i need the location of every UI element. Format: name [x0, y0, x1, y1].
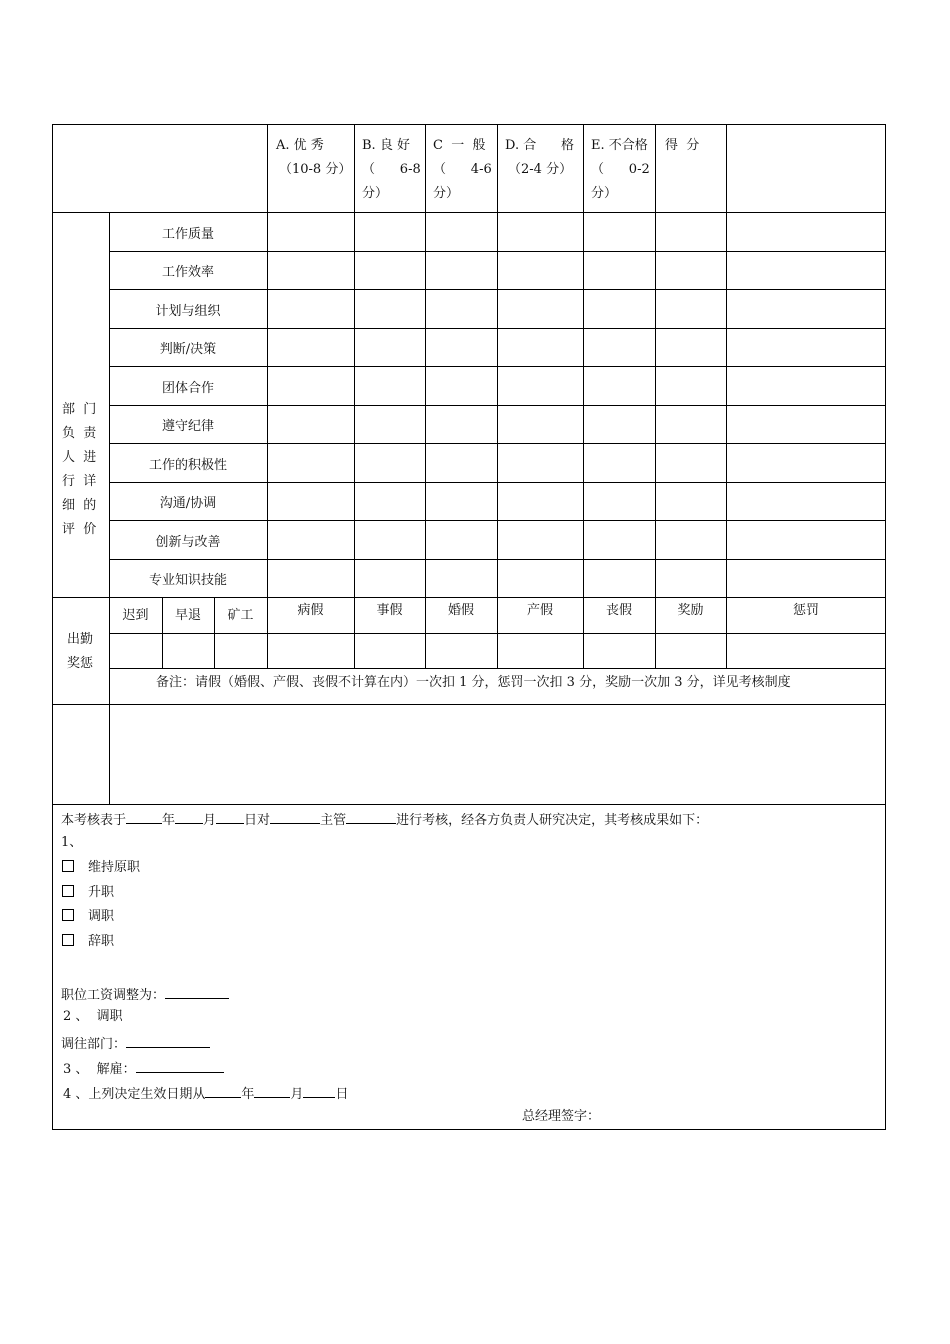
- attendance-col-header: 病假: [297, 603, 324, 618]
- day-blank[interactable]: [216, 810, 244, 824]
- attendance-col-header: 事假: [376, 603, 403, 618]
- form-border-top: [52, 124, 886, 125]
- salary-adjustment: 职位工资调整为：: [61, 985, 229, 1004]
- criterion-label: 专业知识技能: [148, 573, 227, 588]
- effective-month-blank[interactable]: [254, 1084, 290, 1098]
- option-keep-position[interactable]: 维持原职: [62, 860, 140, 876]
- checkbox-icon[interactable]: [62, 909, 74, 921]
- transfer-department: 调往部门：: [61, 1034, 210, 1053]
- criterion-label: 判断/决策: [159, 342, 217, 357]
- section-divider: [52, 597, 886, 598]
- attendance-col-header: 迟到: [122, 608, 149, 623]
- supervisor-blank[interactable]: [346, 810, 396, 824]
- form-border-left: [52, 124, 53, 1130]
- year-blank[interactable]: [126, 810, 162, 824]
- note-divider: [109, 668, 886, 669]
- attendance-label: 奖惩: [67, 656, 94, 671]
- grade-d-range: （2-4 分）: [508, 162, 573, 177]
- grade-c-range: （ 4-6: [433, 162, 492, 177]
- checkbox-icon[interactable]: [62, 934, 74, 946]
- grade-b-unit: 分）: [362, 186, 389, 201]
- header-divider: [52, 212, 886, 213]
- section-divider: [52, 704, 886, 705]
- decision-intro: 本考核表于 年 月 日对 主管 进行考核，经各方负责人研究决定，其考核成果如下：: [61, 810, 708, 829]
- decision-item-2: 2 、 调职: [63, 1009, 123, 1024]
- side-label-line: 负 责: [62, 426, 97, 441]
- grade-b-label: B. 良 好: [362, 138, 410, 153]
- grade-b-range: （ 6-8: [362, 162, 421, 177]
- grade-c-label: C 一 般: [433, 138, 486, 153]
- attendance-col-header: 丧假: [605, 603, 632, 618]
- option-transfer[interactable]: 调职: [62, 909, 114, 925]
- attendance-col-header: 矿工: [227, 608, 254, 623]
- evaluation-form: [52, 124, 886, 1130]
- side-label-line: 细 的: [62, 498, 97, 513]
- side-label-line: 行 详: [62, 474, 97, 489]
- grade-a-label: A. 优 秀: [276, 138, 324, 153]
- effective-day-blank[interactable]: [303, 1084, 335, 1098]
- score-header: 得 分: [665, 138, 700, 153]
- effective-year-blank[interactable]: [205, 1084, 241, 1098]
- decision-item-1: 1、: [61, 835, 83, 850]
- criterion-label: 工作的积极性: [148, 458, 227, 473]
- criterion-label: 创新与改善: [155, 535, 221, 550]
- col-divider: [583, 124, 584, 597]
- grade-e-range: （ 0-2: [591, 162, 650, 177]
- attendance-col-header: 奖励: [677, 603, 704, 618]
- form-border-bottom: [52, 1129, 886, 1130]
- option-resign[interactable]: 辞职: [62, 934, 114, 950]
- dismissal-blank[interactable]: [136, 1059, 224, 1073]
- gm-signature-label: 总经理签字：: [522, 1109, 601, 1124]
- side-label-line: 部 门: [62, 402, 97, 417]
- option-promote[interactable]: 升职: [62, 885, 114, 901]
- criterion-label: 计划与组织: [155, 304, 221, 319]
- attendance-col-header: 产假: [526, 603, 553, 618]
- employee-blank[interactable]: [270, 810, 320, 824]
- department-blank[interactable]: [126, 1034, 210, 1048]
- side-label-line: 人 进: [62, 450, 97, 465]
- col-divider: [726, 124, 727, 597]
- checkbox-icon[interactable]: [62, 860, 74, 872]
- decision-item-3: 3 、 解雇：: [63, 1059, 224, 1078]
- criterion-label: 工作效率: [161, 265, 214, 280]
- grade-d-label: D. 合 格: [505, 138, 575, 153]
- checkbox-icon[interactable]: [62, 885, 74, 897]
- grade-e-unit: 分）: [591, 186, 618, 201]
- criterion-label: 工作质量: [161, 227, 214, 242]
- attendance-label: 出勤: [67, 632, 94, 647]
- criterion-label: 遵守纪律: [161, 419, 214, 434]
- decision-item-4: 4 、上列决定生效日期从 年 月 日: [63, 1084, 348, 1103]
- col-divider: [497, 124, 498, 597]
- grade-e-label: E. 不合格: [591, 138, 648, 153]
- section-divider: [52, 804, 886, 805]
- attendance-col-header: 惩罚: [792, 603, 819, 618]
- attendance-col-header: 婚假: [447, 603, 474, 618]
- criterion-label: 沟通/协调: [159, 496, 217, 511]
- col-divider: [655, 124, 656, 597]
- salary-blank[interactable]: [165, 985, 229, 999]
- attendance-note: 备注：请假（婚假、产假、丧假不计算在内）一次扣 1 分，惩罚一次扣 3 分，奖励一次加 3 分，详见考核制度: [156, 675, 791, 690]
- side-label-line: 评 价: [62, 522, 97, 537]
- grade-a-range: （10-8 分）: [279, 162, 352, 177]
- month-blank[interactable]: [175, 810, 203, 824]
- col-divider: [354, 124, 355, 597]
- form-border-right: [885, 124, 886, 1130]
- col-divider: [425, 124, 426, 597]
- criterion-label: 团体合作: [161, 381, 214, 396]
- attendance-col-header: 早退: [174, 608, 201, 623]
- col-divider: [267, 124, 268, 597]
- grade-c-unit: 分）: [433, 186, 460, 201]
